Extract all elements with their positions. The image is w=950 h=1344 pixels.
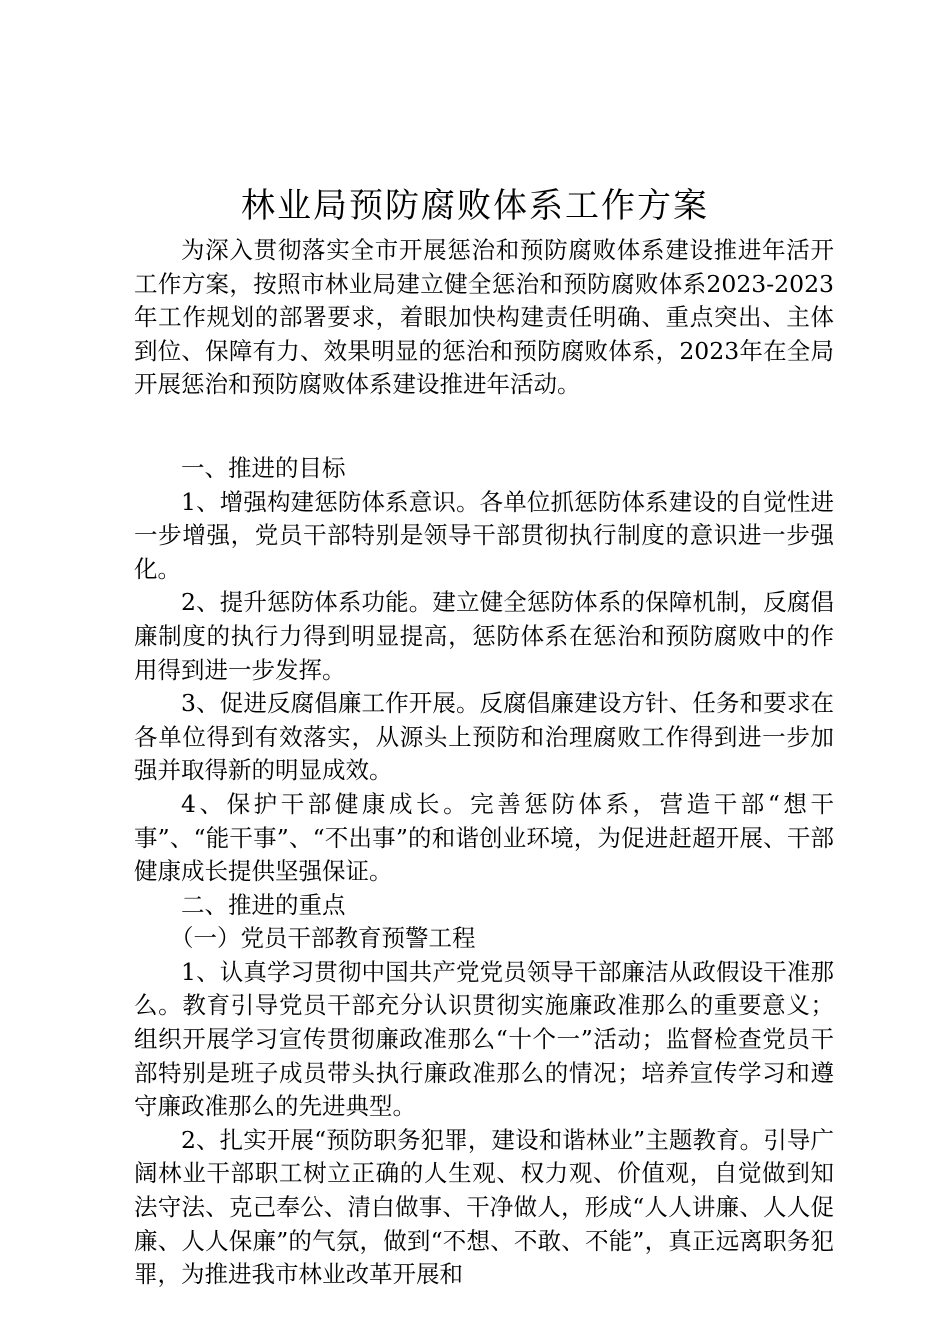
document-body xyxy=(134,234,834,1292)
section-heading-goals: 一、推进的目标 xyxy=(181,453,346,482)
intro-paragraph: 为深入贯彻落实全市开展惩治和预防腐败体系建设推进年活开工作方案，按照市林业局建立健全惩治和预防腐败体系2023-2023年工作规划的部署要求，着眼加快构建责任明确、重点突出、主体到位、保障有力、效果明显的惩治和预防腐败体系，2023年在全局开展惩治和预防腐败体系建设推进年活动。 xyxy=(134,236,834,399)
document-title: 林业局预防腐败体系工作方案 xyxy=(241,186,709,226)
subsection-heading-education: （一）党员干部教育预警工程 xyxy=(170,924,476,953)
goal-item-1: 1、增强构建惩防体系意识。各单位抓惩防体系建设的自觉性进一步增强，党员干部特别是领导干部贯彻执行制度的意识进一步强化。 xyxy=(134,487,834,583)
goal-item-3: 3、促进反腐倡廉工作开展。反腐倡廉建设方针、任务和要求在各单位得到有效落实，从源头上预防和治理腐败工作得到进一步加强并取得新的明显成效。 xyxy=(134,689,834,785)
focus-item-2: 2、扎实开展“预防职务犯罪，建设和谐林业”主题教育。引导广阔林业干部职工树立正确的人生观、权力观、价值观，自觉做到知法守法、克己奉公、清白做事、干净做人，形成“人人讲廉、人人促廉、人人保廉”的气氛，做到“不想、不敢、不能”，真正远离职务犯罪，为推进我市林业改革开展和 xyxy=(134,1125,834,1289)
goal-item-2: 2、提升惩防体系功能。建立健全惩防体系的保障机制，反腐倡廉制度的执行力得到明显提高，惩防体系在惩治和预防腐败中的作用得到进一步发挥。 xyxy=(134,588,834,684)
goal-item-4: 4、保护干部健康成长。完善惩防体系，营造干部“想干事”、“能干事”、“不出事”的和谐创业环境，为促进赶超开展、干部健康成长提供坚强保证。 xyxy=(134,789,834,886)
section-heading-focus: 二、推进的重点 xyxy=(181,890,346,919)
focus-item-1: 1、认真学习贯彻中国共产党党员领导干部廉洁从政假设干准那么。教育引导党员干部充分认识贯彻实施廉政准那么的重要意义；组织开展学习宣传贯彻廉政准那么“十个一”活动；监督检查党员干部特别是班子成员带头执行廉政准那么的情况；培养宣传学习和遵守廉政准那么的先进典型。 xyxy=(134,957,834,1121)
